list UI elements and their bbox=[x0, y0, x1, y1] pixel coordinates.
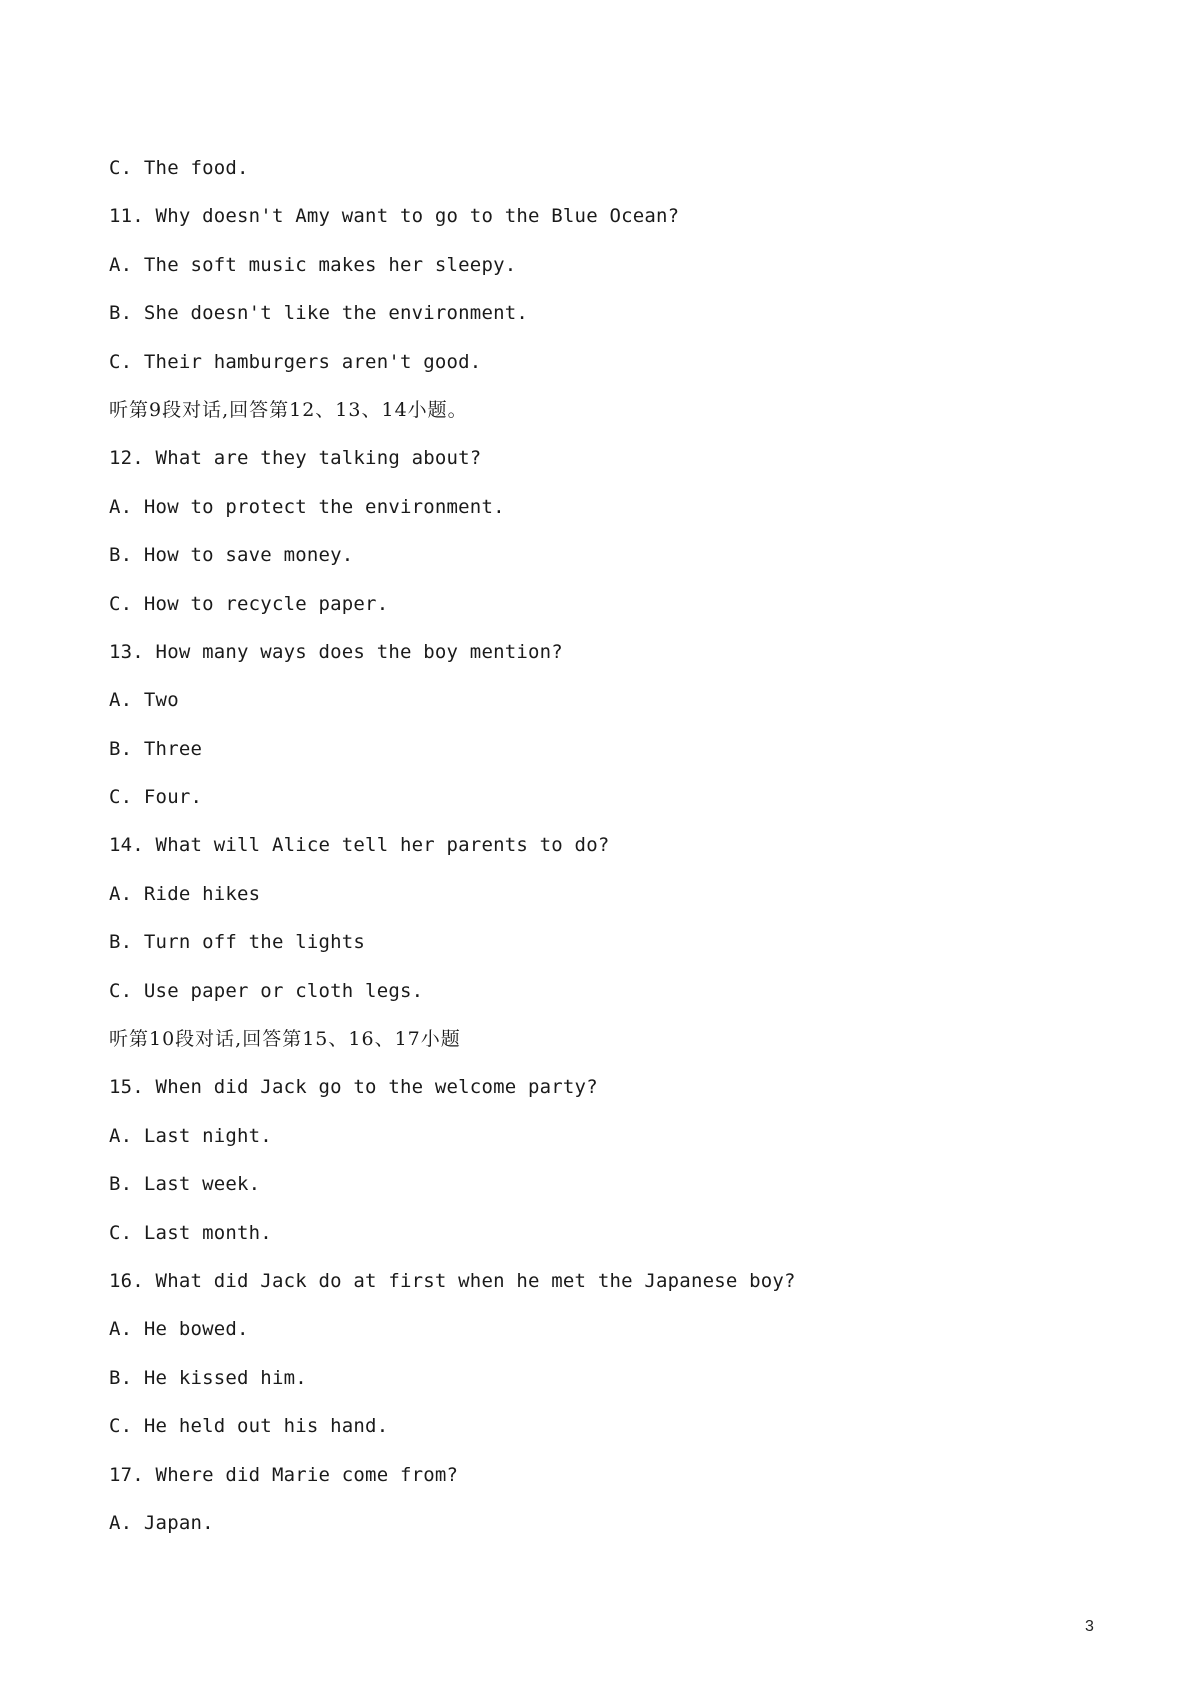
option-line: C. Their hamburgers aren't good. bbox=[109, 350, 482, 373]
question-line: 13. How many ways does the boy mention? bbox=[109, 640, 563, 663]
option-line: B. Three bbox=[109, 737, 203, 760]
question-line: 16. What did Jack do at first when he met the Japanese boy? bbox=[109, 1269, 796, 1292]
option-line: C. Use paper or cloth legs. bbox=[109, 979, 424, 1002]
option-line: B. He kissed him. bbox=[109, 1366, 307, 1389]
option-line: C. Last month. bbox=[109, 1221, 272, 1244]
question-line: 12. What are they talking about? bbox=[109, 447, 482, 470]
section-instruction: 听第10段对话,回答第15、16、17小题 bbox=[109, 1028, 461, 1051]
option-line: C. He held out his hand. bbox=[109, 1415, 389, 1438]
option-line: B. How to save money. bbox=[109, 544, 354, 567]
option-line: A. Two bbox=[109, 689, 179, 712]
section-instruction: 听第9段对话,回答第12、13、14小题。 bbox=[109, 398, 468, 421]
option-line: A. How to protect the environment. bbox=[109, 495, 505, 518]
question-line: 15. When did Jack go to the welcome party? bbox=[109, 1076, 598, 1099]
option-line: A. Japan. bbox=[109, 1511, 214, 1534]
option-line: A. Last night. bbox=[109, 1124, 272, 1147]
option-line: C. Four. bbox=[109, 786, 203, 809]
option-line: C. How to recycle paper. bbox=[109, 592, 389, 615]
question-line: 11. Why doesn't Amy want to go to the Blue Ocean? bbox=[109, 205, 680, 228]
question-line: 14. What will Alice tell her parents to do? bbox=[109, 834, 610, 857]
option-line: B. She doesn't like the environment. bbox=[109, 302, 529, 325]
exam-text-body bbox=[109, 152, 1109, 1555]
option-line: B. Last week. bbox=[109, 1173, 261, 1196]
option-line: A. He bowed. bbox=[109, 1318, 249, 1341]
question-line: 17. Where did Marie come from? bbox=[109, 1463, 459, 1486]
option-line: C. The food. bbox=[109, 157, 249, 179]
option-line: A. Ride hikes bbox=[109, 882, 261, 905]
page-number: 3 bbox=[1085, 1618, 1094, 1635]
option-line: B. Turn off the lights bbox=[109, 931, 366, 954]
option-line: A. The soft music makes her sleepy. bbox=[109, 253, 517, 276]
